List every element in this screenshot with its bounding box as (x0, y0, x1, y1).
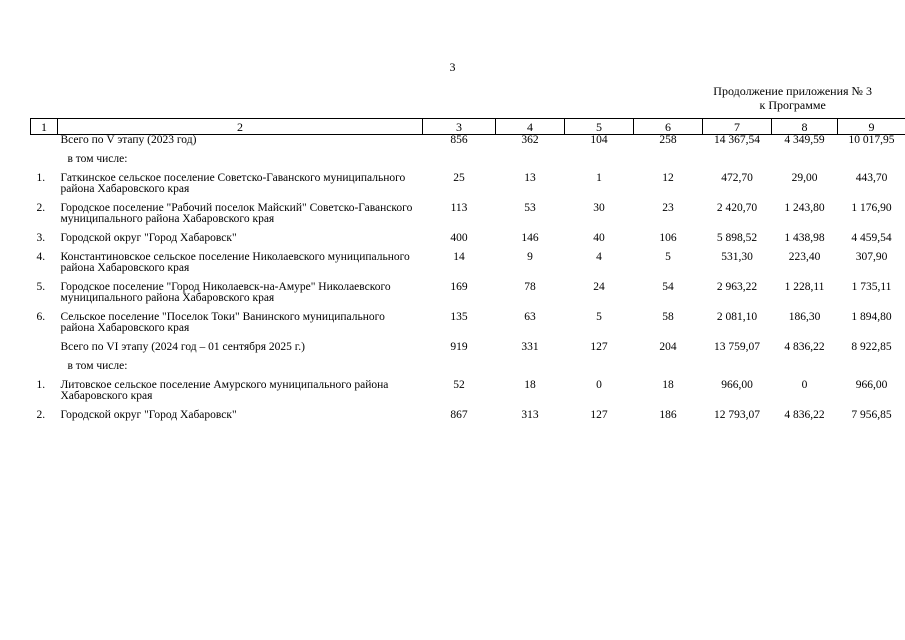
page-number: 3 (449, 60, 456, 74)
row-value-c9: 10 017,95 (848, 134, 895, 146)
table-row (31, 342, 905, 361)
row-value-c7: 966,00 (721, 379, 753, 391)
row-value-c9: 1 894,80 (851, 311, 892, 323)
row-value-c8: 4 836,22 (784, 409, 825, 421)
table-row (31, 312, 905, 342)
row-value-c6: 106 (659, 232, 677, 244)
row-value-c4: 9 (527, 251, 533, 263)
row-value-c3: 919 (450, 341, 468, 353)
row-index: 6. (36, 311, 46, 323)
row-index: 4. (36, 251, 46, 263)
row-value-c6: 23 (662, 202, 674, 214)
table-row (31, 380, 905, 410)
table-row (31, 154, 905, 173)
row-value-c3: 25 (453, 172, 465, 184)
row-name: Городское поселение "Город Николаевск-на-Амуре" Николаевского муниципального района Хабаровского края (60, 281, 391, 304)
row-value-c8: 4 349,59 (784, 134, 825, 146)
row-value-c4: 63 (524, 311, 536, 323)
row-value-c3 (423, 361, 496, 380)
row-index: 2. (36, 409, 46, 421)
header-cell: 2 (58, 119, 423, 135)
row-value-c8: 0 (801, 379, 808, 391)
row-value-c7: 2 081,10 (716, 311, 758, 323)
data-table (30, 118, 905, 429)
table-body (31, 135, 905, 430)
row-value-c6: 12 (662, 172, 674, 184)
row-name: в том числе: (67, 153, 128, 165)
row-value-c5: 5 (596, 311, 602, 323)
row-value-c6: 18 (662, 379, 674, 391)
row-value-c4: 313 (521, 409, 539, 421)
header-cell: 6 (634, 119, 703, 135)
table-row (31, 410, 905, 429)
header-cell: 1 (31, 119, 58, 135)
header-cell: 4 (496, 119, 565, 135)
row-index: 2. (36, 202, 46, 214)
table-row (31, 361, 905, 380)
row-value-c9 (838, 154, 905, 173)
row-value-c3: 113 (450, 202, 468, 214)
row-value-c9: 7 956,85 (851, 409, 892, 421)
row-value-c8 (772, 361, 838, 380)
row-index: 1. (36, 379, 46, 391)
table-row (31, 203, 905, 233)
row-value-c3: 856 (450, 134, 468, 146)
row-value-c5: 0 (596, 379, 602, 391)
row-value-c7: 12 793,07 (714, 409, 760, 421)
row-name: в том числе: (67, 360, 128, 372)
row-value-c6: 58 (662, 311, 674, 323)
row-name: Всего по V этапу (2023 год) (60, 134, 197, 146)
row-value-c5 (565, 361, 634, 380)
appendix-note-line2: к Программе (759, 98, 826, 112)
row-name: Городское поселение "Рабочий поселок Майский" Советско-Гаванского муниципального района Хабаровского края (60, 202, 413, 225)
table-row (31, 233, 905, 252)
table-row (31, 252, 905, 282)
row-value-c8: 1 243,80 (784, 202, 825, 214)
row-value-c5: 104 (590, 134, 608, 146)
header-row (31, 119, 905, 135)
appendix-note-line1: Продолжение приложения № 3 (713, 84, 872, 98)
row-value-c3 (423, 154, 496, 173)
row-index: 1. (36, 172, 46, 184)
appendix-note (713, 84, 872, 112)
row-value-c8: 29,00 (791, 172, 818, 184)
table-row (31, 282, 905, 312)
row-value-c8: 223,40 (788, 251, 821, 263)
row-name: Сельское поселение "Поселок Токи" Ванинского муниципального района Хабаровского края (60, 311, 385, 334)
row-value-c6: 186 (659, 409, 677, 421)
row-value-c9: 1 176,90 (851, 202, 892, 214)
row-value-c8: 186,30 (788, 311, 821, 323)
row-name: Литовское сельское поселение Амурского муниципального района Хабаровского края (60, 379, 389, 402)
row-name: Всего по VI этапу (2024 год – 01 сентября 2025 г.) (60, 341, 305, 353)
row-value-c8: 4 836,22 (784, 341, 825, 353)
row-value-c9: 4 459,54 (851, 232, 892, 244)
row-name: Константиновское сельское поселение Николаевского муниципального района Хабаровского края (60, 251, 410, 274)
row-value-c5: 127 (590, 409, 608, 421)
row-value-c3: 135 (450, 311, 468, 323)
row-value-c9: 1 735,11 (851, 281, 892, 293)
header-cell: 7 (703, 119, 772, 135)
header-cell: 8 (772, 119, 838, 135)
row-index (31, 154, 58, 173)
row-value-c7: 2 420,70 (716, 202, 758, 214)
row-value-c6: 5 (665, 251, 671, 263)
row-value-c6: 204 (659, 341, 677, 353)
header-cell: 5 (565, 119, 634, 135)
row-value-c9: 966,00 (855, 379, 888, 391)
row-value-c7: 5 898,52 (716, 232, 758, 244)
row-value-c8: 1 228,11 (784, 281, 825, 293)
table-row (31, 135, 905, 155)
row-value-c7 (703, 154, 772, 173)
row-index (31, 342, 58, 361)
row-value-c6: 258 (659, 134, 677, 146)
row-value-c3: 14 (453, 251, 465, 263)
row-value-c4: 53 (524, 202, 536, 214)
row-value-c5 (565, 154, 634, 173)
row-value-c5: 30 (593, 202, 605, 214)
row-value-c3: 867 (450, 409, 468, 421)
row-index: 3. (36, 232, 46, 244)
row-value-c3: 169 (450, 281, 468, 293)
row-value-c7: 531,30 (721, 251, 753, 263)
row-index (31, 135, 58, 155)
row-value-c4: 78 (524, 281, 536, 293)
row-value-c7: 14 367,54 (714, 134, 760, 146)
row-value-c5: 40 (593, 232, 605, 244)
row-value-c6 (634, 154, 703, 173)
row-value-c9: 443,70 (855, 172, 888, 184)
row-value-c5: 24 (593, 281, 605, 293)
row-value-c6: 54 (662, 281, 674, 293)
header-cell: 3 (423, 119, 496, 135)
row-value-c8: 1 438,98 (784, 232, 825, 244)
row-value-c4 (496, 154, 565, 173)
row-value-c4: 331 (521, 341, 539, 353)
row-index (31, 361, 58, 380)
row-value-c4: 18 (524, 379, 536, 391)
row-index: 5. (36, 281, 46, 293)
row-value-c3: 52 (453, 379, 465, 391)
row-name: Гаткинское сельское поселение Советско-Гаванского муниципального района Хабаровского края (60, 172, 406, 195)
row-name: Городской округ "Город Хабаровск" (60, 409, 237, 421)
row-value-c5: 127 (590, 341, 608, 353)
row-value-c7: 13 759,07 (714, 341, 760, 353)
row-name: Городской округ "Город Хабаровск" (60, 232, 237, 244)
header-cell: 9 (838, 119, 905, 135)
row-value-c8 (772, 154, 838, 173)
row-value-c4: 362 (521, 134, 539, 146)
table-row (31, 173, 905, 203)
row-value-c9: 8 922,85 (851, 341, 892, 353)
row-value-c7: 2 963,22 (716, 281, 758, 293)
row-value-c7: 472,70 (721, 172, 753, 184)
row-value-c3: 400 (450, 232, 468, 244)
row-value-c7 (703, 361, 772, 380)
row-value-c6 (634, 361, 703, 380)
row-value-c9: 307,90 (855, 251, 888, 263)
row-value-c4: 13 (524, 172, 536, 184)
row-value-c5: 1 (596, 172, 602, 184)
row-value-c4 (496, 361, 565, 380)
row-value-c9 (838, 361, 905, 380)
row-value-c4: 146 (521, 232, 539, 244)
table-header (31, 119, 905, 135)
row-value-c5: 4 (596, 251, 602, 263)
